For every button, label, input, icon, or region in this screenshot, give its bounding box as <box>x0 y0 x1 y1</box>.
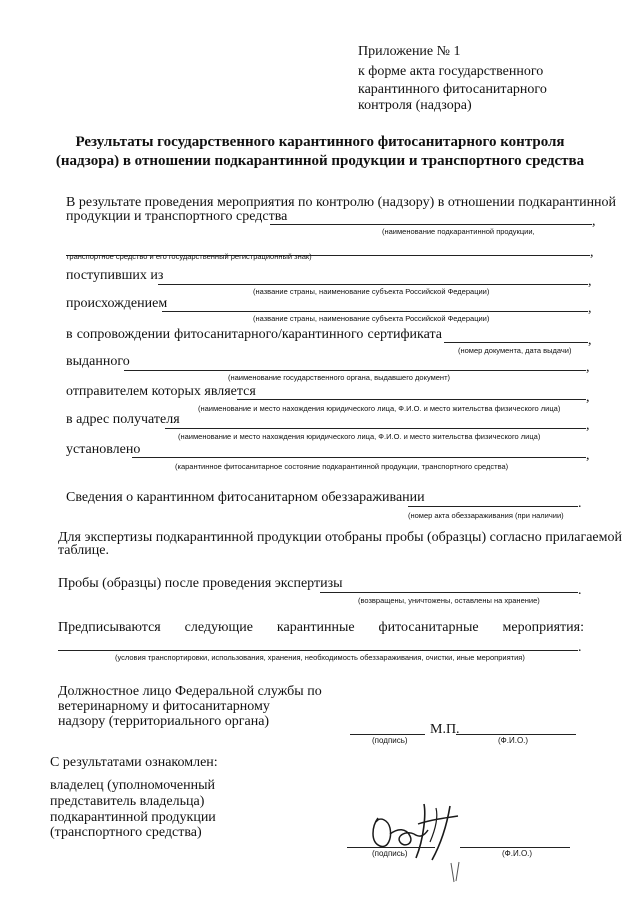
comma: , <box>588 274 592 289</box>
arrived-label: поступивших из <box>66 268 164 283</box>
blank-line <box>124 370 586 371</box>
signature-hint: (подпись) <box>372 736 408 745</box>
field-hint: (наименование подкарантинной продукции, <box>382 227 535 236</box>
field-hint: (номер акта обеззараживания (при наличии) <box>408 511 564 520</box>
name-line <box>456 734 576 735</box>
handwritten-signature <box>352 798 472 864</box>
owner-text: представитель владельца) <box>50 794 205 809</box>
prescribed-word: карантинные <box>276 620 355 635</box>
origin-label: происхождением <box>66 296 168 311</box>
prescribed-word: следующие <box>184 620 253 635</box>
blank-line <box>270 224 592 225</box>
signature-hint: (подпись) <box>372 849 408 858</box>
field-hint: (наименование государственного органа, выдавшего документ) <box>228 373 451 382</box>
prescribed-word: мероприятия: <box>502 620 584 635</box>
appendix-line: к форме акта государственного <box>358 64 544 79</box>
field-hint: (наименование и место нахождения юридического лица, Ф.И.О. и место жительства физического лица) <box>198 404 561 413</box>
intro-text: В результате проведения мероприятия по контролю (надзору) в отношении подкарантинной <box>66 195 617 210</box>
appendix-number: Приложение № 1 <box>358 44 461 59</box>
owner-text: подкарантинной продукции <box>50 810 216 825</box>
comma: . <box>578 496 582 511</box>
field-hint: (номер документа, дата выдачи) <box>458 346 572 355</box>
document-title: (надзора) в отношении подкарантинной продукции и транспортного средства <box>55 153 585 169</box>
issued-label: выданного <box>66 354 130 369</box>
blank-line <box>132 457 586 458</box>
comma: , <box>588 301 592 316</box>
appendix-line: карантинного фитосанитарного <box>358 82 547 97</box>
certificate-word: фитосанитарного/карантинного <box>174 327 364 342</box>
samples-text: таблице. <box>58 543 109 558</box>
signature-line <box>347 847 435 848</box>
after-expertise-label: Пробы (образцы) после проведения экспертизы <box>58 576 343 591</box>
field-hint: (название страны, наименование субъекта Российской Федерации) <box>253 287 490 296</box>
certificate-word: сопровождении <box>76 327 171 342</box>
prescribed-word: фитосанитарные <box>378 620 479 635</box>
blank-line <box>162 311 588 312</box>
comma: , <box>586 390 590 405</box>
blank-line <box>158 284 588 285</box>
comma: , <box>586 418 590 433</box>
samples-text: Для экспертизы подкарантинной продукции отобраны пробы (образцы) согласно прилагаемой <box>58 530 622 545</box>
blank-line <box>165 428 586 429</box>
owner-text: (транспортного средства) <box>50 825 202 840</box>
comma: . <box>578 583 582 598</box>
document-title: Результаты государственного карантинного фитосанитарного контроля <box>75 134 565 150</box>
field-hint: (условия транспортировки, использования, хранения, необходимость обеззараживания, очистки, иные мероприятия) <box>115 653 525 662</box>
field-hint: (карантинное фитосанитарное состояние подкарантинной продукции, транспортного средства) <box>175 462 509 471</box>
comma: . <box>578 640 582 655</box>
owner-text: владелец (уполномоченный <box>50 778 215 793</box>
sender-label: отправителем которых является <box>66 384 256 399</box>
name-line <box>460 847 570 848</box>
field-hint: транспортное средство и его государственный регистрационный знак) <box>66 252 312 261</box>
intro-text: продукции и транспортного средства <box>66 209 288 224</box>
blank-line <box>444 342 588 343</box>
blank-line <box>237 399 586 400</box>
recipient-label: в адрес получателя <box>66 412 180 427</box>
official-text: надзору (территориального органа) <box>58 714 270 729</box>
appendix-line: контроля (надзора) <box>358 98 472 113</box>
comma: , <box>588 333 592 348</box>
official-text: ветеринарному и фитосанитарному <box>58 699 270 714</box>
name-hint: (Ф.И.О.) <box>498 736 529 745</box>
blank-line <box>58 650 578 651</box>
blank-line <box>320 592 578 593</box>
disinfection-label: Сведения о карантинном фитосанитарном обеззараживании <box>66 490 425 505</box>
certificate-word: в <box>66 327 73 342</box>
blank-line <box>408 506 578 507</box>
stamp-place: М.П. <box>430 722 460 737</box>
name-hint: (Ф.И.О.) <box>502 849 533 858</box>
established-label: установлено <box>66 442 141 457</box>
official-text: Должностное лицо Федеральной службы по <box>58 684 322 699</box>
comma: , <box>590 245 594 260</box>
prescribed-word: Предписываются <box>58 620 161 635</box>
signature-line <box>350 734 425 735</box>
field-hint: (название страны, наименование субъекта Российской Федерации) <box>253 314 490 323</box>
comma: , <box>592 214 596 229</box>
prescribed-label <box>58 620 584 636</box>
acquainted-label: С результатами ознакомлен: <box>50 755 218 770</box>
field-hint: (наименование и место нахождения юридического лица, Ф.И.О. и место жительства физического лица) <box>178 432 541 441</box>
comma: , <box>586 448 590 463</box>
comma: , <box>586 360 590 375</box>
certificate-label <box>66 327 442 343</box>
pen-mark <box>448 860 462 886</box>
certificate-word: сертификата <box>367 327 442 342</box>
field-hint: (возвращены, уничтожены, оставлены на хранение) <box>358 596 540 605</box>
